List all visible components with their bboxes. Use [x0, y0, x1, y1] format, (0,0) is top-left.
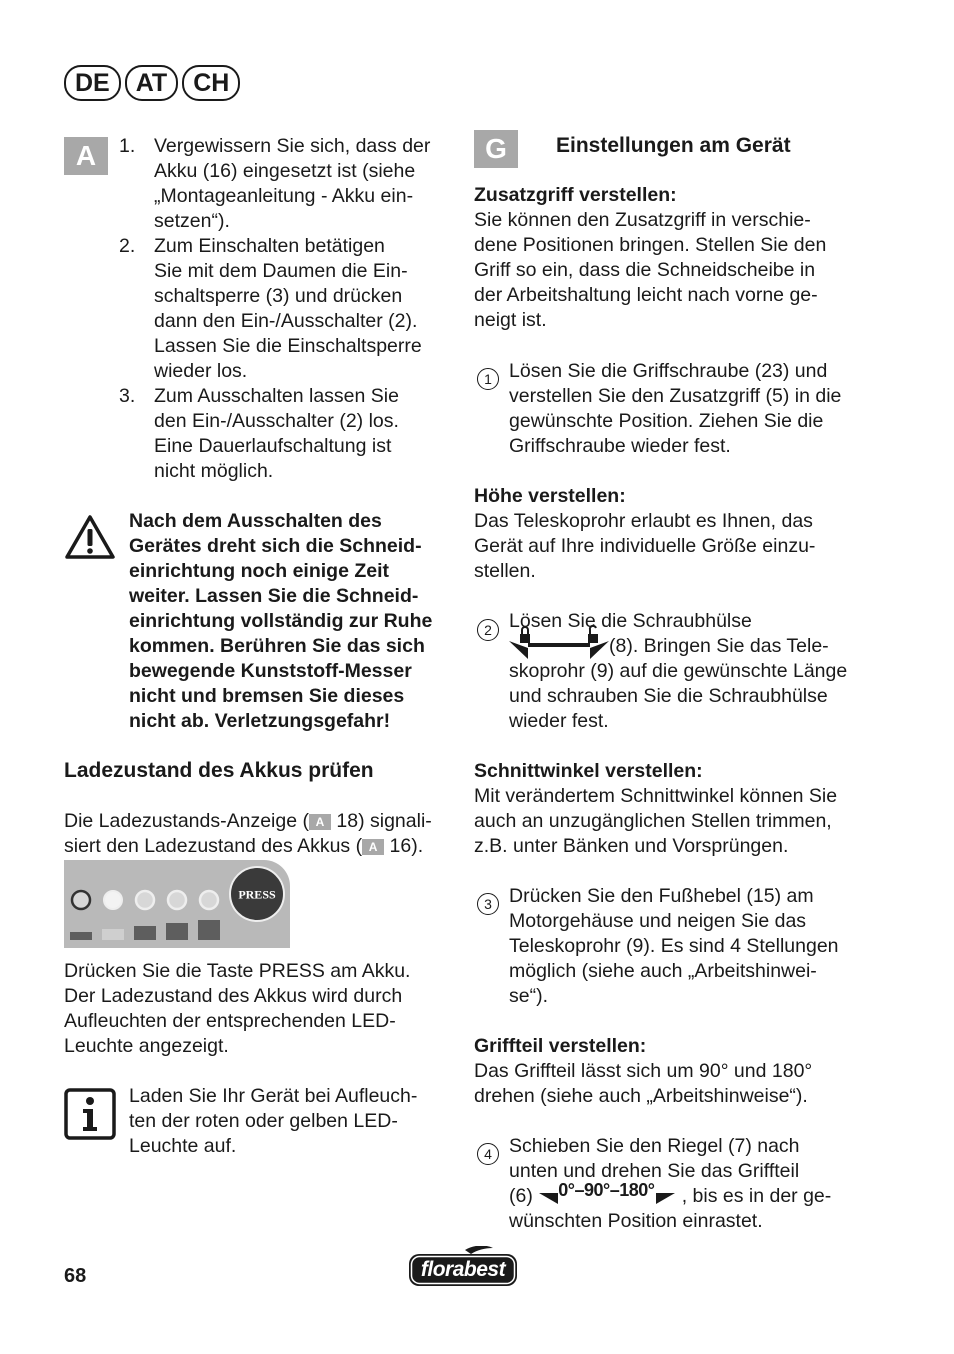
info-icon	[64, 1088, 116, 1147]
lang-tag-at: AT	[125, 65, 178, 101]
led-4	[168, 891, 186, 909]
section-marker-a: A	[64, 137, 108, 175]
lock-unlock-icon	[508, 624, 610, 669]
step-3-text: Drücken Sie den Fußhebel (15) am Motorgehäuse und neigen Sie das Teleskoprohr (9). Es sind 4 Stellungen möglich (siehe auch „Arbeitshinwei- se“).	[509, 885, 839, 1007]
step-circle-1: 1	[477, 368, 499, 390]
griffteil-block: Griffteil verstellen: Das Griffteil lässt sich um 90° und 180° drehen (siehe auch „Arbeitshinweise“).	[474, 1034, 874, 1109]
press-button-label: PRESS	[238, 887, 276, 902]
lang-tag-ch: CH	[182, 65, 240, 101]
step-number: 1.	[119, 135, 136, 157]
schnittwinkel-block: Schnittwinkel verstellen: Mit verändertem Schnittwinkel können Sie auch an unzugänglichen Stellen trimmen, z.B. unter Bänken und Vorsprüngen.	[474, 759, 874, 859]
operation-steps	[119, 134, 449, 484]
level-bar-2	[102, 929, 124, 940]
warning-text: Nach dem Ausschalten des Gerätes dreht sich die Schneid- einrichtung noch einige Zeit weiter. Lassen Sie die Schneid- einrichtung vollständig zur Ruhe kommen. Berühren Sie das sich bewegende Kunststoff-Messer nicht und bremsen Sie dieses nicht ab. Verletzungsgefahr!	[129, 510, 433, 732]
charge-indicator-illustration	[64, 860, 290, 948]
step-1-text: Lösen Sie die Griffschraube (23) und verstellen Sie den Zusatzgriff (5) in die gewünschte Position. Ziehen Sie die Griffschraube wieder fest.	[509, 360, 842, 457]
step-2-text: Lösen Sie die Schraubhülse (8). Bringen Sie das Tele- skoprohr (9) auf die gewünschte Länge und schrauben Sie die Schraubhülse wieder fest.	[509, 610, 848, 732]
brand-logo: florabest	[407, 1246, 519, 1288]
step-text: Zum Ausschalten lassen Sie den Ein-/Ausschalter (2) los. Eine Dauerlaufschaltung ist nicht möglich.	[154, 385, 399, 482]
list-item	[119, 134, 449, 234]
list-item	[119, 234, 449, 384]
level-bar-1	[70, 932, 92, 940]
led-2	[104, 891, 122, 909]
section-marker-g: G	[474, 130, 518, 168]
page-number: 68	[64, 1265, 87, 1287]
subheading: Griffteil verstellen:	[474, 1035, 647, 1057]
step-4-text: Schieben Sie den Riegel (7) nach unten und drehen Sie das Griffteil (6) 0°–90°–180° , bis es in der ge- wünschten Position einrastet.	[509, 1135, 832, 1232]
hoehe-block: Höhe verstellen: Das Teleskoprohr erlaubt es Ihnen, das Gerät auf Ihre individuelle Größe einzu- stellen.	[474, 484, 874, 584]
step-text: Vergewissern Sie sich, dass der Akku (16) eingesetzt ist (siehe „Montageanleitung - Akku ein- setzen“).	[154, 135, 431, 232]
figure-ref-a: A	[309, 814, 331, 830]
subheading: Zusatzgriff verstellen:	[474, 184, 677, 206]
zusatzgriff-block: Zusatzgriff verstellen: Sie können den Zusatzgriff in verschie- dene Positionen bringen. Stellen Sie den Griff so ein, dass die Schneidscheibe in der Arbeitshaltung leicht nach vorne ge- neigt ist.	[474, 183, 874, 333]
charge-heading: Ladezustand des Akkus prüfen	[64, 759, 374, 782]
subheading: Schnittwinkel verstellen:	[474, 760, 703, 782]
step-circle-4: 4	[477, 1143, 499, 1165]
step-number: 3.	[119, 385, 136, 407]
rotation-angles-label: 0°–90°–180°	[558, 1180, 655, 1200]
step-circle-3: 3	[477, 893, 499, 915]
warning-icon	[64, 513, 116, 568]
section-heading: Einstellungen am Gerät	[556, 134, 791, 157]
rotation-angle-icon	[538, 1180, 676, 1206]
language-tags	[64, 65, 240, 101]
charge-intro: Die Ladezustands-Anzeige ( A 18) signali- siert den Ladezustand des Akkus ( A 16).	[64, 810, 432, 857]
subheading: Höhe verstellen:	[474, 485, 626, 507]
level-bar-4	[166, 923, 188, 940]
led-1	[72, 891, 90, 909]
level-bar-3	[134, 926, 156, 940]
lang-tag-de: DE	[64, 65, 121, 101]
step-circle-2: 2	[477, 619, 499, 641]
level-bar-5	[198, 920, 220, 940]
led-5	[200, 891, 218, 909]
step-text: Zum Einschalten betätigen Sie mit dem Daumen die Ein- schaltsperre (3) und drücken dann den Ein-/Ausschalter (2). Lassen Sie die Einschaltsperre wieder los.	[154, 235, 422, 382]
figure-ref-a: A	[362, 839, 384, 855]
press-instructions: Drücken Sie die Taste PRESS am Akku. Der Ladezustand des Akkus wird durch Aufleuchten der entsprechenden LED- Leuchte angezeigt.	[64, 960, 411, 1057]
info-text: Laden Sie Ihr Gerät bei Aufleuch- ten der roten oder gelben LED- Leuchte auf.	[129, 1085, 418, 1157]
led-3	[136, 891, 154, 909]
list-item	[119, 384, 449, 484]
step-number: 2.	[119, 235, 136, 257]
